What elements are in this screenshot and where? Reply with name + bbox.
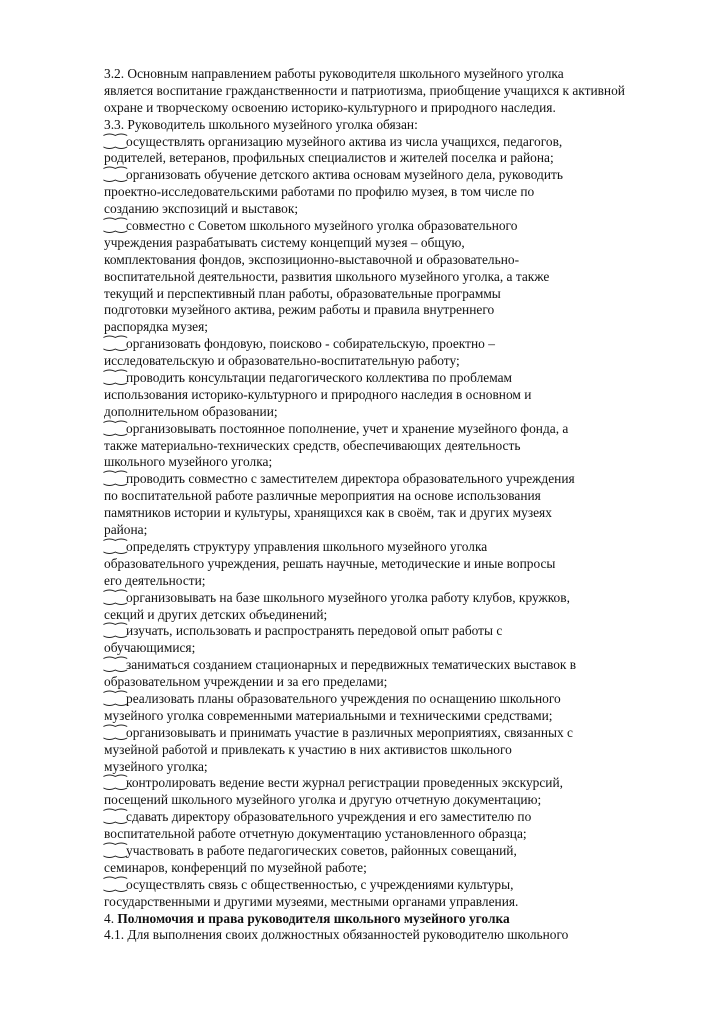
list-item-continuation: дополнительном образовании;: [104, 403, 278, 419]
list-item-continuation: района;: [104, 522, 148, 538]
list-item: [104, 775, 624, 792]
list-item-text: организовать обучение детского актива основам музейного дела, руководить: [126, 167, 563, 183]
bullet-marker: ⁐⁐: [104, 809, 128, 825]
list-item-continuation: текущий и перспективный план работы, образовательные программы: [104, 285, 501, 301]
list-item: [104, 539, 624, 556]
list-item-text: организовывать постоянное пополнение, учет и хранение музейного фонда, а: [126, 420, 569, 436]
list-item-text: определять структуру управления школьного музейного уголка: [126, 538, 488, 554]
list-item-continuation: музейного уголка современными материальными и техническими средствами;: [104, 707, 553, 723]
list-item-continuation: исследовательскую и образовательно-воспитательную работу;: [104, 353, 460, 369]
list-item-text: проводить консультации педагогического коллектива по проблемам: [126, 370, 513, 386]
section-number: 4.: [104, 910, 118, 926]
list-item: [104, 336, 624, 353]
bullet-marker: ⁐⁐: [104, 775, 128, 791]
list-item-continuation: обучающимися;: [104, 640, 196, 656]
section-heading: [104, 911, 624, 928]
bullet-marker: ⁐⁐: [104, 842, 128, 858]
paragraph-line: является воспитание гражданственности и патриотизма, приобщение учащихся к активной: [104, 82, 625, 98]
bullet-marker: ⁐⁐: [104, 724, 128, 740]
list-item-continuation: музейного уголка;: [104, 758, 208, 774]
document-page: [104, 66, 624, 944]
bullet-marker: ⁐⁐: [104, 370, 128, 386]
list-item-continuation: воспитательной работе отчетную документацию установленного образца;: [104, 826, 527, 842]
paragraph-line: охране и творческому освоению историко-культурного и природного наследия.: [104, 99, 556, 115]
list-item: [104, 134, 624, 151]
list-item-text: организовывать и принимать участие в различных мероприятиях, связанных с: [126, 724, 573, 740]
list-item-text: проводить совместно с заместителем директора образовательного учреждения: [126, 471, 575, 487]
list-item: [104, 167, 624, 184]
list-item-continuation: его деятельности;: [104, 572, 206, 588]
list-item: [104, 877, 624, 894]
list-item-continuation: музейной работой и привлекать к участию в них активистов школьного: [104, 741, 512, 757]
list-item-text: заниматься созданием стационарных и передвижных тематических выставок в: [126, 657, 577, 673]
bullet-marker: ⁐⁐: [104, 218, 128, 234]
list-item-text: осуществлять связь с общественностью, с учреждениями культуры,: [126, 876, 514, 892]
list-item-continuation: также материально-технических средств, обеспечивающих деятельность: [104, 437, 521, 453]
list-item-continuation: образовательного учреждения, решать научные, методические и иные вопросы: [104, 555, 556, 571]
list-item: [104, 809, 624, 826]
bullet-marker: ⁐⁐: [104, 623, 128, 639]
bullet-marker: ⁐⁐: [104, 336, 128, 352]
paragraph-line: 4.1. Для выполнения своих должностных обязанностей руководителю школьного: [104, 927, 569, 943]
bullet-marker: ⁐⁐: [104, 876, 128, 892]
list-item-continuation: государственными и другими музеями, местными органами управления.: [104, 893, 519, 909]
bullet-marker: ⁐⁐: [104, 420, 128, 436]
list-item: [104, 590, 624, 607]
list-item-text: совместно с Советом школьного музейного уголка образовательного: [126, 218, 518, 234]
list-item-continuation: подготовки музейного актива, режим работы и правила внутреннего: [104, 302, 495, 318]
list-item-continuation: учреждения разрабатывать систему концепций музея – общую,: [104, 234, 465, 250]
list-item-continuation: проектно-исследовательскими работами по профилю музея, в том числе по: [104, 184, 535, 200]
list-item-text: участвовать в работе педагогических советов, районных совещаний,: [126, 842, 517, 858]
list-item-continuation: школьного музейного уголка;: [104, 454, 273, 470]
bullet-marker: ⁐⁐: [104, 471, 128, 487]
list-item-text: осуществлять организацию музейного актива из числа учащихся, педагогов,: [126, 133, 563, 149]
list-item-continuation: образовательном учреждении и за его пределами;: [104, 674, 388, 690]
list-item: [104, 471, 624, 488]
paragraph-line: 3.3. Руководитель школьного музейного уголка обязан:: [104, 116, 418, 132]
bullet-marker: ⁐⁐: [104, 589, 128, 605]
list-item-continuation: секций и других детских объединений;: [104, 606, 328, 622]
list-item-continuation: по воспитательной работе различные мероприятия на основе использования: [104, 488, 541, 504]
list-item-continuation: воспитательной деятельности, развития школьного музейного уголка, а также: [104, 268, 550, 284]
bullet-marker: ⁐⁐: [104, 690, 128, 706]
list-item-continuation: комплектования фондов, экспозиционно-выставочной и образовательно-: [104, 251, 520, 267]
list-item: [104, 623, 624, 640]
section-title: Полномочия и права руководителя школьного музейного уголка: [117, 910, 510, 926]
list-item-continuation: родителей, ветеранов, профильных специалистов и жителей поселка и района;: [104, 150, 554, 166]
list-item-continuation: памятников истории и культуры, хранящихся как в своём, так и других музеях: [104, 505, 552, 521]
paragraph-line: 3.2. Основным направлением работы руководителя школьного музейного уголка: [104, 66, 564, 81]
list-item: [104, 218, 624, 235]
list-item-continuation: семинаров, конференций по музейной работе;: [104, 859, 367, 875]
bullet-marker: ⁐⁐: [104, 167, 128, 183]
list-item-continuation: использования историко-культурного и природного наследия в основном и: [104, 386, 532, 402]
list-item: [104, 725, 624, 742]
list-item-text: сдавать директору образовательного учреждения и его заместителю по: [126, 809, 532, 825]
list-item: [104, 370, 624, 387]
bullet-marker: ⁐⁐: [104, 538, 128, 554]
list-item-continuation: распорядка музея;: [104, 319, 208, 335]
list-item-text: реализовать планы образовательного учреждения по оснащению школьного: [126, 690, 561, 706]
list-item: [104, 421, 624, 438]
list-item-text: организовывать на базе школьного музейного уголка работу клубов, кружков,: [126, 589, 570, 605]
list-item-text: изучать, использовать и распространять передовой опыт работы с: [126, 623, 503, 639]
list-item: [104, 843, 624, 860]
bullet-marker: ⁐⁐: [104, 657, 128, 673]
bullet-marker: ⁐⁐: [104, 133, 128, 149]
list-item-continuation: посещений школьного музейного уголка и другую отчетную документацию;: [104, 792, 542, 808]
list-item: [104, 657, 624, 674]
list-item-text: организовать фондовую, поисково - собирательскую, проектно –: [126, 336, 495, 352]
list-item-text: контролировать ведение вести журнал регистрации проведенных экскурсий,: [126, 775, 563, 791]
list-item-continuation: созданию экспозиций и выставок;: [104, 201, 299, 217]
list-item: [104, 691, 624, 708]
